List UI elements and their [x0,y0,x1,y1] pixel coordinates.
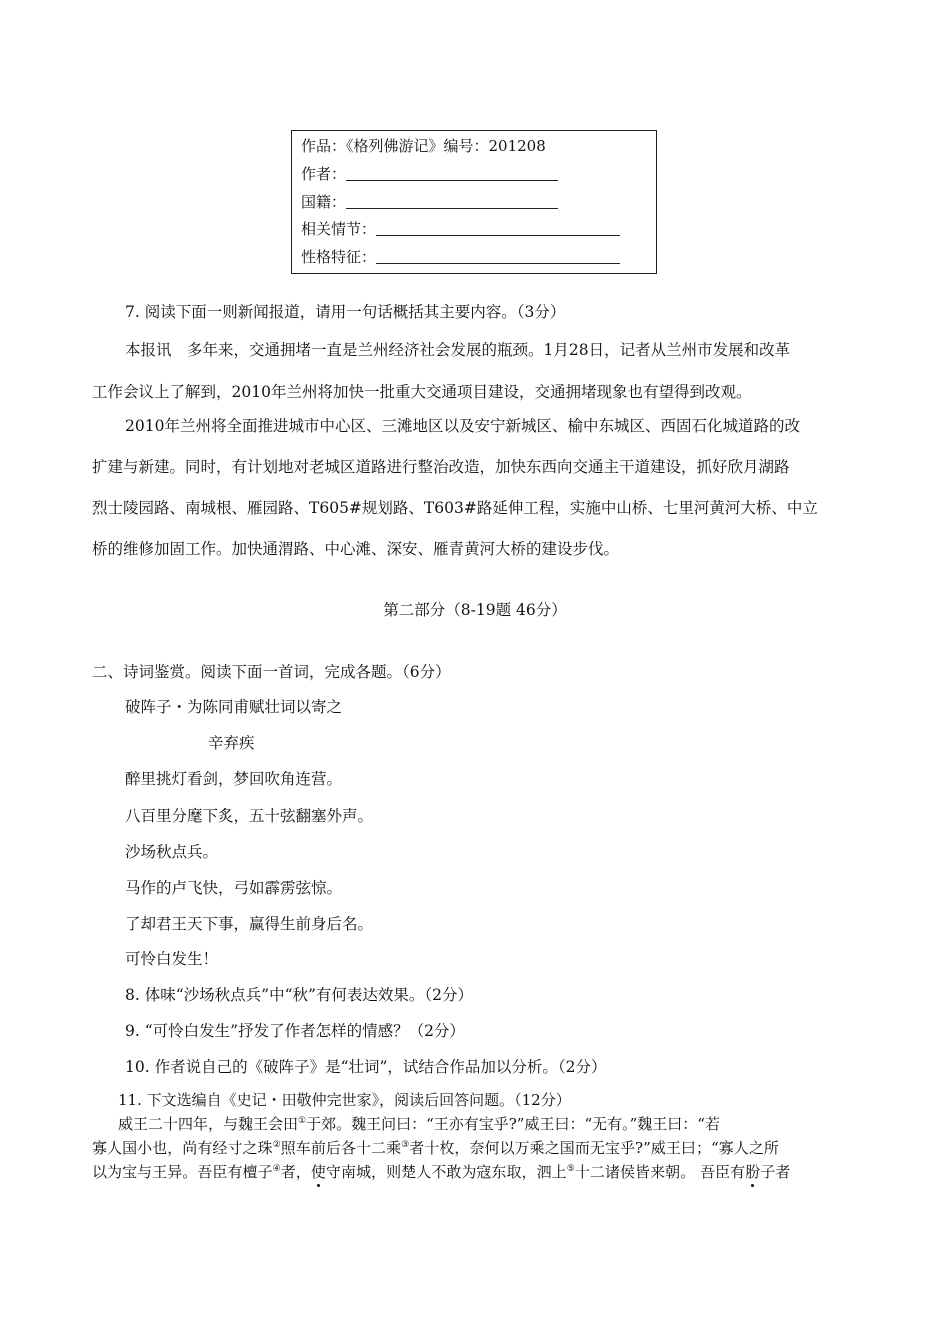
poem-line-5: 了却君王天下事，赢得生前身后名。 [125,915,374,933]
q8-question: 8. 体味“沙场秋点兵”中“秋”有何表达效果。（2分） [125,986,474,1004]
footnote-4: ④ [272,1164,281,1174]
text-segment: 以为宝与王异。吾臣有檀子 [92,1163,273,1181]
poem-title: 破阵子・为陈同甫赋壮词以寄之 [125,698,343,716]
poem-line-2: 八百里分麾下炙，五十弦翻塞外声。 [125,807,374,825]
text-segment: 子者 [760,1163,791,1181]
q7-para1-line2: 工作会议上了解到，2010年兰州将加快一批重大交通项目建设，交通拥堵现象也有望得到改观。 [92,383,752,401]
poem-line-4: 马作的卢飞快，弓如霹雳弦惊。 [125,879,343,897]
q7-question: 7. 阅读下面一则新闻报道，请用一句话概括其主要内容。（3分） [125,303,566,321]
card-work-row: 作品：《格列佛游记》编号：201208 [301,137,546,155]
section2-title: 二、诗词鉴赏。阅读下面一首词，完成各题。（6分） [92,663,451,681]
q11-text-line3 [92,1161,790,1182]
text-segment: 者， [280,1163,311,1181]
q10-question: 10. 作者说自己的《破阵子》是“壮词”，试结合作品加以分析。（2分） [125,1058,607,1076]
footnote-5: ⑤ [566,1164,575,1174]
footnote-2: ② [272,1140,281,1150]
plot-blank[interactable] [376,219,620,236]
q11-question: 11. 下文选编自《史记・田敬仲完世家》，阅读后回答问题。（12分） [118,1091,571,1109]
part2-heading: 第二部分（8-19题 46分） [383,601,567,619]
poem-line-3: 沙场秋点兵。 [125,843,219,861]
card-author-row [301,161,656,189]
poem-line-1: 醉里挑灯看剑，梦回吹角连营。 [125,770,343,788]
card-character-label: 性格特征： [301,248,377,267]
card-author-label: 作者： [301,164,347,183]
poem-line-6: 可怜白发生！ [125,950,219,968]
text-segment: 守南城，则楚人不敢为寇东取，泗上 [325,1163,567,1181]
text-segment: 于郊。魏王问曰：“王亦有宝乎?”威王曰：“无有。”魏王曰：“若 [306,1115,720,1133]
poem-author: 辛弃疾 [208,734,255,752]
q7-para1-line1: 本报讯 多年来，交通拥堵一直是兰州经济社会发展的瓶颈。1月28日，记者从兰州市发展和改革 [125,341,791,359]
character-blank[interactable] [376,247,620,264]
q7-para2-line4: 桥的维修加固工作。加快通渭路、中心滩、深安、雁青黄河大桥的建设步伐。 [92,540,620,558]
text-segment: 威王二十四年，与魏王会田 [118,1115,299,1133]
q11-text-line2 [92,1137,779,1158]
card-plot-row [301,216,656,244]
card-nationality-row [301,189,656,217]
card-character-row [301,244,656,272]
footnote-1: ① [298,1116,307,1126]
card-nationality-label: 国籍： [301,192,347,211]
text-segment: 者十枚，奈何以万乘之国而无宝乎?”威王曰；“寡人之所 [409,1139,779,1157]
q9-question: 9. “可怜白发生”抒发了作者怎样的情感？（2分） [125,1022,465,1040]
footnote-3: ③ [401,1140,410,1150]
emphasis-char: 肦 [745,1163,761,1181]
text-segment: 十二诸侯皆来朝。 吾臣有 [574,1163,746,1181]
info-card [291,130,657,274]
nationality-blank[interactable] [346,192,558,209]
q11-text-line1 [118,1113,720,1134]
q7-para2-line1: 2010年兰州将全面推进城市中心区、三滩地区以及安宁新城区、榆中东城区、西固石化城道路的改 [125,417,800,435]
emphasis-char: 使 [310,1163,326,1181]
text-segment: 照车前后各十二乘 [280,1139,402,1157]
card-plot-label: 相关情节： [301,220,377,239]
q7-para2-line3: 烈士陵园路、南城根、雁园路、T605#规划路、T603#路延伸工程，实施中山桥、七里河黄河大桥、中立 [92,499,818,517]
author-blank[interactable] [346,164,558,181]
q7-para2-line2: 扩建与新建。同时，有计划地对老城区道路进行整治改造，加快东西向交通主干道建设，抓好欣月湖路 [92,458,790,476]
text-segment: 寡人国小也，尚有经寸之珠 [92,1139,273,1157]
